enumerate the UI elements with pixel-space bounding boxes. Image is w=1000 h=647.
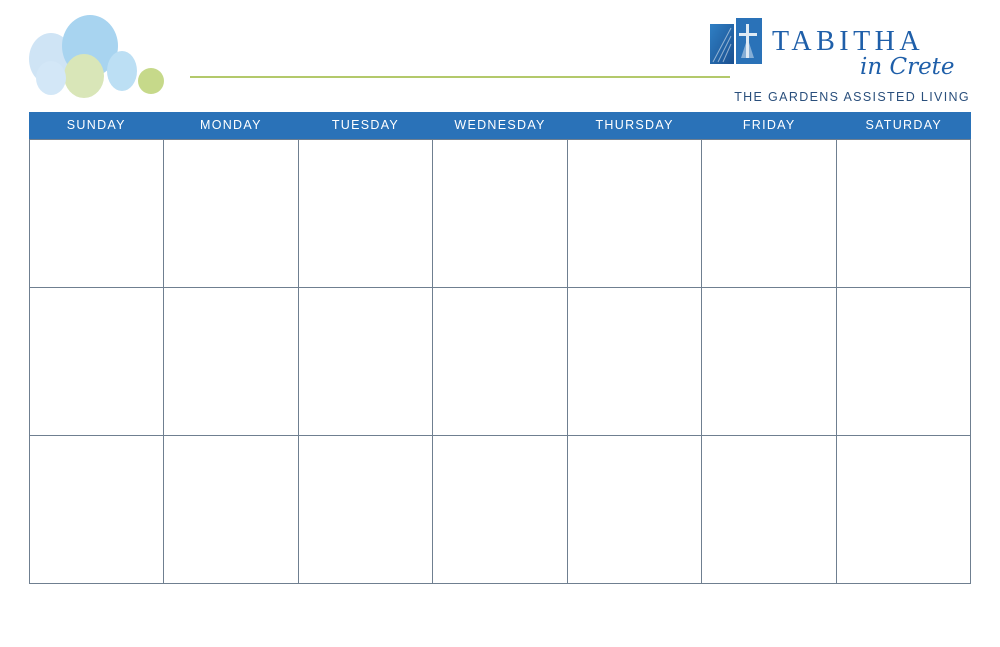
day-header-thursday: THURSDAY [595, 118, 674, 132]
calendar-day-cell[interactable] [433, 288, 567, 436]
calendar-day-cell[interactable] [299, 140, 433, 288]
calendar-day-cell[interactable] [164, 436, 298, 584]
calendar-day-header-row [29, 112, 971, 139]
header-divider-rule [190, 76, 730, 78]
day-header-saturday: SATURDAY [865, 118, 943, 132]
calendar-day-cell[interactable] [837, 288, 971, 436]
calendar-day-cell[interactable] [299, 288, 433, 436]
pebbles-decoration [18, 14, 198, 99]
calendar-week-row [30, 288, 971, 436]
calendar-day-cell[interactable] [299, 436, 433, 584]
calendar-day-cell[interactable] [702, 140, 836, 288]
logo-script-text: in Crete [860, 54, 955, 80]
calendar-week-row [30, 436, 971, 584]
calendar-day-cell[interactable] [837, 140, 971, 288]
logo-block [710, 12, 970, 104]
calendar-day-cell[interactable] [568, 140, 702, 288]
calendar-day-cell[interactable] [433, 140, 567, 288]
calendar-day-cell[interactable] [702, 436, 836, 584]
calendar-day-cell[interactable] [568, 288, 702, 436]
calendar-grid [29, 139, 971, 584]
calendar-day-cell[interactable] [837, 436, 971, 584]
day-header-monday: MONDAY [199, 118, 262, 132]
day-header-friday: FRIDAY [742, 118, 796, 132]
calendar-day-cell[interactable] [702, 288, 836, 436]
calendar-day-cell[interactable] [164, 140, 298, 288]
page-header [0, 0, 1000, 112]
calendar-day-cell[interactable] [30, 140, 164, 288]
day-header-tuesday: TUESDAY [331, 118, 400, 132]
calendar-week-row [30, 140, 971, 288]
logo-wordmark: TABITHA [772, 26, 925, 57]
calendar [29, 112, 971, 584]
calendar-day-cell[interactable] [568, 436, 702, 584]
calendar-day-cell[interactable] [164, 288, 298, 436]
day-header-wednesday: WEDNESDAY [454, 118, 546, 132]
logo-tagline: THE GARDENS ASSISTED LIVING [734, 90, 970, 104]
day-header-sunday: SUNDAY [66, 118, 126, 132]
calendar-day-cell[interactable] [30, 436, 164, 584]
tabitha-cross-icon [710, 18, 762, 70]
calendar-day-cell[interactable] [433, 436, 567, 584]
calendar-day-cell[interactable] [30, 288, 164, 436]
